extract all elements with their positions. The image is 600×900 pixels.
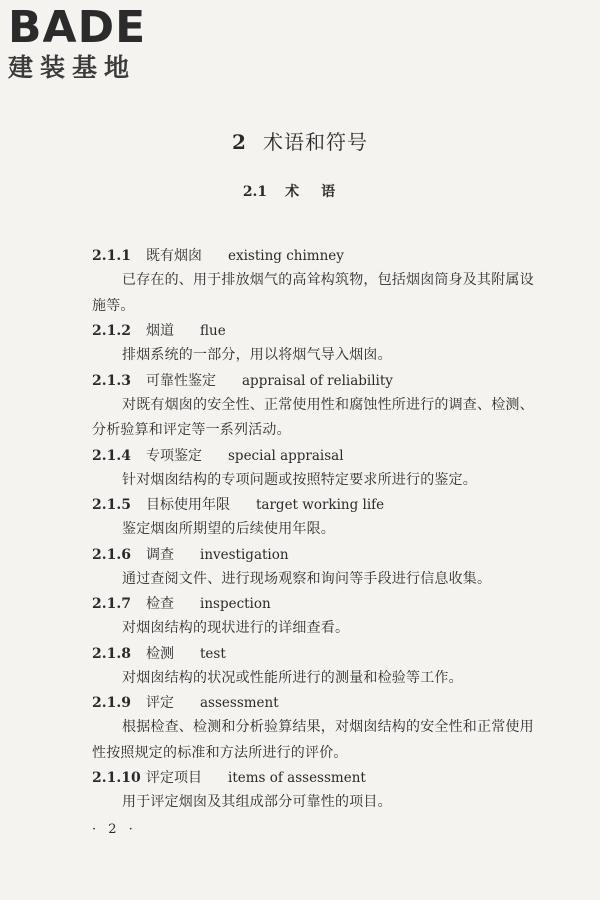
term-english: inspection <box>200 596 271 612</box>
term-entry <box>92 369 547 444</box>
term-chinese: 可靠性鉴定 <box>146 372 216 389</box>
term-number: 2.1.3 <box>92 372 131 389</box>
chapter-title <box>0 126 600 155</box>
term-heading <box>92 592 547 616</box>
term-entry <box>92 592 547 642</box>
term-chinese: 评定项目 <box>146 770 202 786</box>
term-definition: 根据检查、检测和分析验算结果，对烟囱结构的安全性和正常使用性按照规定的标准和方法所进行的评价。 <box>92 719 534 761</box>
term-entry <box>92 493 547 543</box>
brand-logo <box>8 4 178 94</box>
chapter-title-text: 术语和符号 <box>262 130 368 154</box>
term-english: appraisal of reliability <box>242 372 393 389</box>
term-number: 2.1.7 <box>92 596 131 612</box>
term-chinese: 既有烟囱 <box>146 248 202 264</box>
term-entry <box>92 766 547 816</box>
term-entry <box>92 244 547 319</box>
term-entry <box>92 444 547 494</box>
term-number: 2.1.6 <box>92 546 131 563</box>
term-english: target working life <box>256 497 385 513</box>
term-chinese: 调查 <box>146 546 174 563</box>
term-number: 2.1.9 <box>92 695 131 711</box>
section-title <box>0 181 600 201</box>
section-title-text: 术语 <box>285 184 358 200</box>
term-heading <box>92 319 547 343</box>
term-number: 2.1.5 <box>92 497 131 513</box>
logo-wordmark: BADE <box>8 2 147 53</box>
term-number: 2.1.8 <box>92 645 131 662</box>
term-chinese: 烟道 <box>146 323 174 339</box>
term-heading <box>92 444 547 468</box>
term-definition: 已存在的、用于排放烟气的高耸构筑物，包括烟囱筒身及其附属设施等。 <box>92 272 534 314</box>
term-english: special appraisal <box>228 447 344 464</box>
term-chinese: 检测 <box>146 645 174 662</box>
term-english: investigation <box>200 546 289 563</box>
term-entry <box>92 691 547 766</box>
term-entry <box>92 642 547 692</box>
term-definition: 对烟囱结构的状况或性能所进行的测量和检验等工作。 <box>122 669 463 686</box>
term-definition: 针对烟囱结构的专项问题或按照特定要求所进行的鉴定。 <box>122 471 477 488</box>
term-definition: 用于评定烟囱及其组成部分可靠性的项目。 <box>122 794 392 810</box>
term-entry <box>92 319 547 369</box>
term-chinese: 评定 <box>146 695 174 711</box>
term-english: assessment <box>200 695 279 711</box>
term-heading <box>92 543 547 567</box>
term-number: 2.1.10 <box>92 770 141 786</box>
term-definition: 通过查阅文件、进行现场观察和询问等手段进行信息收集。 <box>122 570 492 587</box>
term-heading <box>92 691 547 715</box>
term-number: 2.1.4 <box>92 447 131 464</box>
term-heading <box>92 244 547 268</box>
section-number: 2.1 <box>242 184 268 200</box>
term-number: 2.1.2 <box>92 323 131 339</box>
term-chinese: 专项鉴定 <box>146 447 202 464</box>
logo-chinese-name: 建装基地 <box>8 53 137 82</box>
term-definition: 对烟囱结构的现状进行的详细查看。 <box>122 620 350 636</box>
term-english: items of assessment <box>228 770 366 786</box>
term-heading <box>92 642 547 666</box>
term-definition: 鉴定烟囱所期望的后续使用年限。 <box>122 521 335 537</box>
term-heading <box>92 369 547 393</box>
term-list <box>92 244 547 816</box>
page-number: · 2 · <box>92 822 137 837</box>
term-number: 2.1.1 <box>92 248 131 264</box>
term-definition: 排烟系统的一部分，用以将烟气导入烟囱。 <box>122 347 392 363</box>
term-chinese: 检查 <box>146 596 174 612</box>
term-english: existing chimney <box>228 248 344 264</box>
term-english: flue <box>200 323 226 339</box>
term-heading <box>92 493 547 517</box>
term-chinese: 目标使用年限 <box>146 497 230 513</box>
term-entry <box>92 543 547 593</box>
term-english: test <box>200 645 226 662</box>
term-definition: 对既有烟囱的安全性、正常使用性和腐蚀性所进行的调查、检测、分析验算和评定等一系列活动。 <box>92 396 534 438</box>
term-heading <box>92 766 547 790</box>
chapter-number: 2 <box>232 130 247 154</box>
